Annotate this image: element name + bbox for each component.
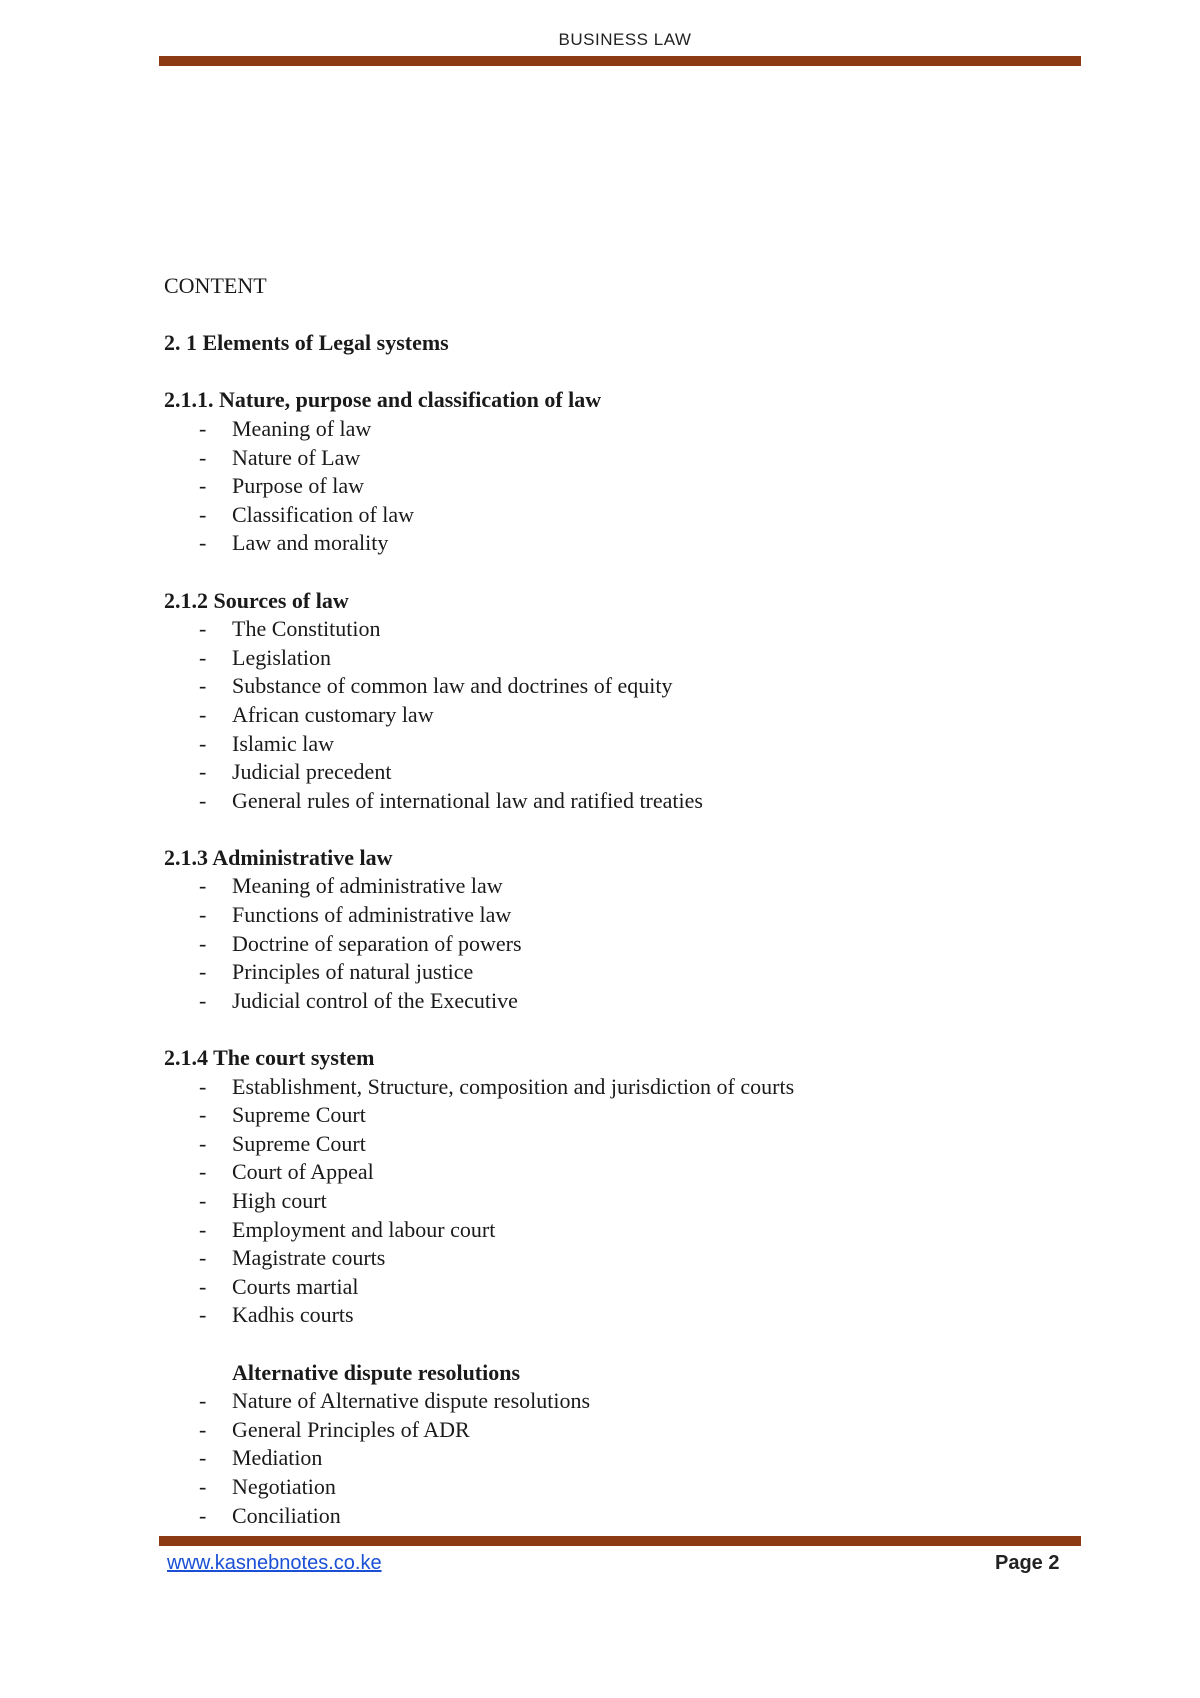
list-item: - General Principles of ADR xyxy=(199,1416,470,1442)
list-item: - Classification of law xyxy=(199,501,415,527)
list-item: - Substance of common law and doctrines of equity xyxy=(199,673,673,699)
list-item: - High court xyxy=(199,1188,327,1213)
list-item: - Legislation xyxy=(199,644,331,670)
item-list xyxy=(164,872,1064,1015)
item-list xyxy=(164,415,1064,558)
document-body xyxy=(164,272,1064,1530)
list-item: - Meaning of administrative law xyxy=(199,873,503,899)
list-item: - Employment and labour court xyxy=(199,1216,496,1242)
footer-rule xyxy=(159,1536,1081,1546)
subsection-heading: 2.1.2 Sources of law xyxy=(164,587,349,613)
subsection-heading: 2.1.4 The court system xyxy=(164,1045,375,1071)
list-item: - Mediation xyxy=(199,1445,323,1471)
list-item: - Nature of Alternative dispute resolutions xyxy=(199,1388,591,1414)
adr-heading: Alternative dispute resolutions xyxy=(232,1359,521,1385)
page-number: Page 2 xyxy=(995,1552,1060,1574)
list-item: - Nature of Law xyxy=(199,444,361,470)
list-item: - Supreme Court xyxy=(199,1130,366,1156)
list-item: - Functions of administrative law xyxy=(199,902,512,928)
list-item: - Judicial precedent xyxy=(199,759,392,785)
item-list xyxy=(164,1387,1064,1530)
list-item: - General rules of international law and ratified treaties xyxy=(199,787,703,813)
list-item: - The Constitution xyxy=(199,616,381,642)
list-item: - Kadhis courts xyxy=(199,1302,354,1328)
subsection-heading: 2.1.1. Nature, purpose and classification of law xyxy=(164,387,602,413)
header-title: BUSINESS LAW xyxy=(558,30,692,49)
list-item: - Conciliation xyxy=(199,1502,341,1528)
list-item: - Establishment, Structure, composition and jurisdiction of courts xyxy=(199,1073,795,1099)
subsection-heading: 2.1.3 Administrative law xyxy=(164,844,393,870)
list-item: - Court of Appeal xyxy=(199,1159,374,1185)
list-item: - African customary law xyxy=(199,701,434,727)
item-list xyxy=(164,1073,1064,1330)
list-item: - Judicial control of the Executive xyxy=(199,987,518,1013)
footer-website-link[interactable]: www.kasnebnotes.co.ke xyxy=(167,1552,382,1574)
list-item: - Doctrine of separation of powers xyxy=(199,930,522,956)
list-item: - Negotiation xyxy=(199,1473,336,1499)
list-item: - Meaning of law xyxy=(199,415,372,441)
list-item: - Supreme Court xyxy=(199,1102,366,1128)
list-item: - Courts martial xyxy=(199,1273,359,1299)
list-item: - Islamic law xyxy=(199,730,335,756)
header-rule xyxy=(159,56,1081,66)
section-heading: 2. 1 Elements of Legal systems xyxy=(164,330,449,356)
item-list xyxy=(164,615,1064,815)
list-item: - Purpose of law xyxy=(199,473,364,499)
list-item: - Magistrate courts xyxy=(199,1245,386,1271)
document-title: CONTENT xyxy=(164,273,267,298)
list-item: - Law and morality xyxy=(199,530,389,556)
list-item: - Principles of natural justice xyxy=(199,959,474,985)
